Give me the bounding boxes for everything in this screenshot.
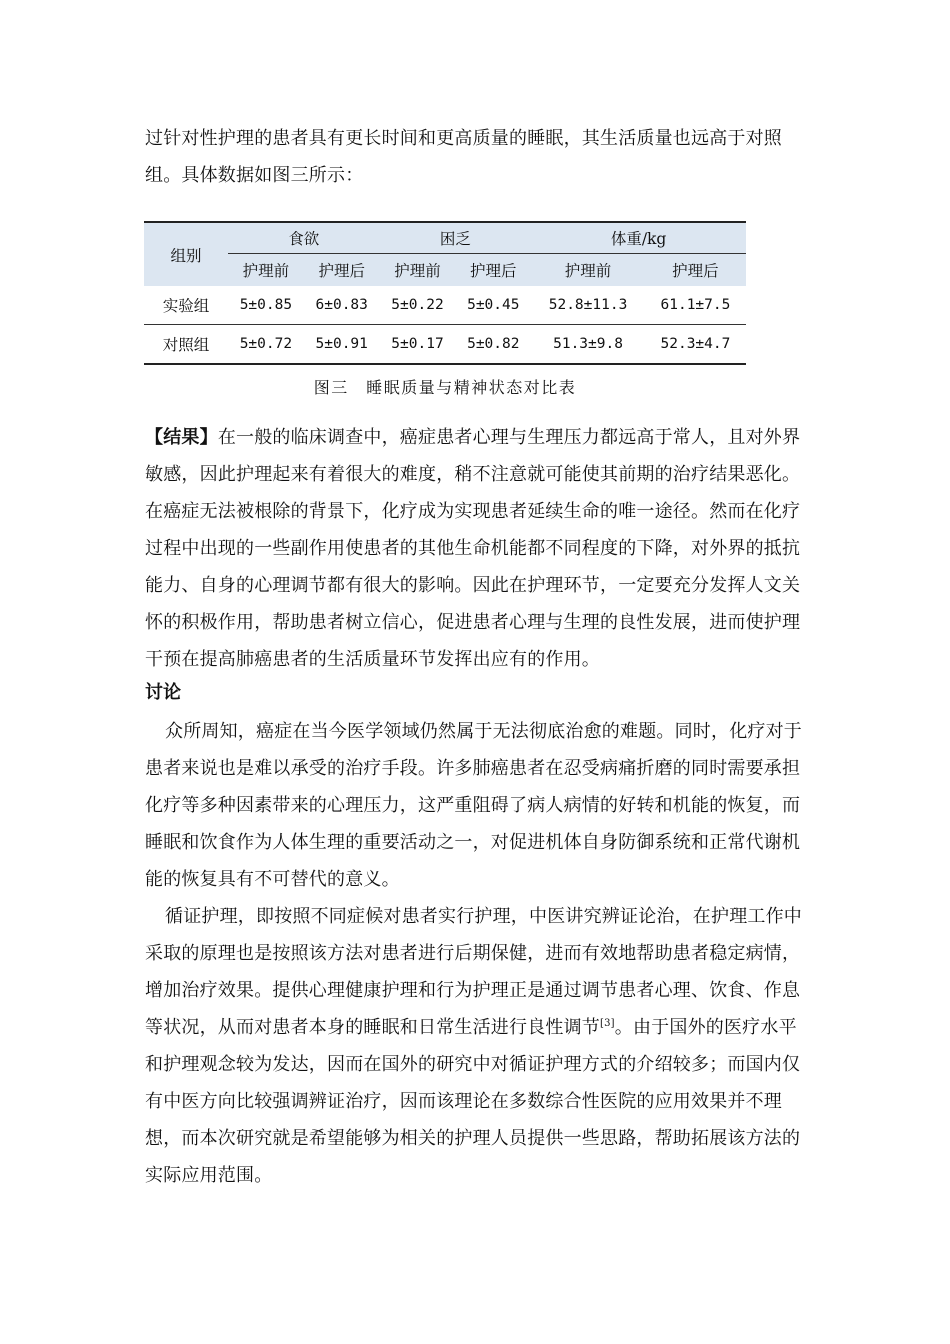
discussion-paragraph-1: 众所周知，癌症在当今医学领域仍然属于无法彻底治愈的难题。同时，化疗对于患者来说也是难以承受的治疗手段。许多肺癌患者在忍受病痛折磨的同时需要承担化疗等多种因素带来的心理压力，这严重阻碍了病人病情的好转和机能的恢复，而睡眠和饮食作为人体生理的重要活动之一，对促进机体自身防御系统和正常代谢机能的恢复具有不可替代的意义。 [145, 721, 802, 890]
table-cell: 5±0.85 [228, 286, 304, 325]
table-cell: 5±0.17 [380, 325, 456, 365]
discussion-paragraph-2 [145, 898, 805, 1194]
sub-header: 护理前 [380, 254, 456, 287]
comparison-table [144, 221, 746, 365]
table-cell: 6±0.83 [304, 286, 380, 325]
table-cell: 5±0.82 [455, 325, 531, 365]
results-label: 【结果】 [145, 427, 218, 448]
table-cell: 5±0.91 [304, 325, 380, 365]
sub-header: 护理后 [645, 254, 746, 287]
paragraph-text: 循证护理，即按照不同症候对患者实行护理，中医讲究辨证论治，在护理工作中采取的原理也是按照该方法对患者进行后期保健，进而有效地帮助患者稳定病情，增加治疗效果。提供心理健康护理和行为护理正是通过调节患者心理、饮食、作息等状况，从而对患者本身的睡眠和日常生活进行良性调节 [145, 906, 802, 1038]
paragraph-text: 。由于国外的医疗水平和护理观念较为发达，因而在国外的研究中对循证护理方式的介绍较多；而国内仅有中医方向比较强调辨证治疗，因而该理论在多数综合性医院的应用效果并不理想，而本次研究就是希望能够为相关的护理人员提供一些思路，帮助拓展该方法的实际应用范围。 [145, 1017, 801, 1186]
col-group-fatigue: 困乏 [380, 222, 532, 254]
table-caption: 图三 睡眠质量与精神状态对比表 [313, 378, 577, 397]
results-text: 在一般的临床调查中，癌症患者心理与生理压力都远高于常人，且对外界敏感，因此护理起来有着很大的难度，稍不注意就可能使其前期的治疗结果恶化。在癌症无法被根除的背景下，化疗成为实现患者延续生命的唯一途径。然而在化疗过程中出现的一些副作用使患者的其他生命机能都不同程度的下降，对外界的抵抗能力、自身的心理调节都有很大的影响。因此在护理环节，一定要充分发挥人文关怀的积极作用，帮助患者树立信心，促进患者心理与生理的良性发展，进而使护理干预在提高肺癌患者的生活质量环节发挥出应有的作用。 [145, 427, 801, 670]
table-cell: 5±0.72 [228, 325, 304, 365]
table-cell: 51.3±9.8 [531, 325, 645, 365]
results-paragraph [145, 419, 805, 678]
table-cell: 52.3±4.7 [645, 325, 746, 365]
table-cell: 61.1±7.5 [645, 286, 746, 325]
table-row [144, 286, 746, 325]
table-row [144, 325, 746, 365]
group-header: 组别 [144, 222, 228, 286]
sub-header: 护理后 [304, 254, 380, 287]
citation-ref: [3] [600, 1018, 615, 1029]
col-group-appetite: 食欲 [228, 222, 380, 254]
discussion-heading: 讨论 [145, 682, 181, 703]
col-group-weight: 体重/kg [531, 222, 746, 254]
row-label: 对照组 [144, 325, 228, 365]
row-label: 实验组 [144, 286, 228, 325]
table-cell: 5±0.22 [380, 286, 456, 325]
sub-header: 护理后 [455, 254, 531, 287]
table-cell: 5±0.45 [455, 286, 531, 325]
sub-header: 护理前 [228, 254, 304, 287]
table-cell: 52.8±11.3 [531, 286, 645, 325]
sub-header: 护理前 [531, 254, 645, 287]
intro-paragraph: 过针对性护理的患者具有更长时间和更高质量的睡眠，其生活质量也远高于对照组。具体数据如图三所示： [145, 128, 782, 186]
